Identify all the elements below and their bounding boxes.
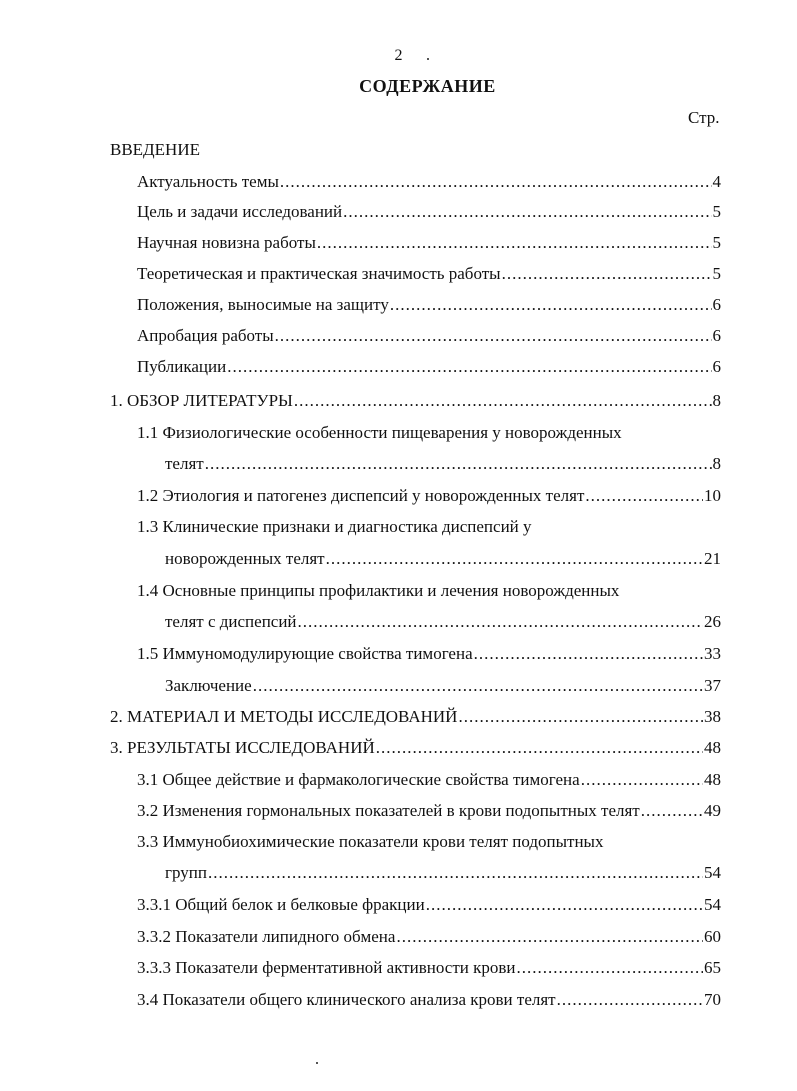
toc-entry-text: 3.4 Показатели общего клинического анализа крови телят [137,990,556,1009]
dot-leader [641,799,703,823]
toc-entry-page: 6 [712,295,721,314]
toc-entry-text: 1.1 Физиологические особенности пищеварения у новорожденных [137,423,622,442]
toc-entry [137,231,721,255]
toc-entry [137,484,721,508]
toc-entry-chapter-3 [110,736,721,760]
toc-entry [137,200,721,224]
toc-entry-page: 10 [704,486,721,505]
toc-entry [165,861,721,885]
toc-entry-text: 1.2 Этиология и патогенез диспепсий у новорожденных телят [137,486,585,505]
toc-entry-page: 60 [704,927,721,946]
toc-entry-chapter-1 [110,389,721,413]
toc-entry [165,452,721,476]
dot-leader [326,547,703,571]
toc-entry-page: 37 [704,676,721,695]
toc-entry-page: 8 [712,454,721,473]
page-number: 2 [394,47,403,64]
toc-entry [137,830,603,854]
toc-entry-introduction [110,138,200,162]
dot-leader [275,324,712,348]
dot-leader [581,768,703,792]
dot-leader [280,170,712,194]
dot-leader [343,200,711,224]
dot-leader [517,956,703,980]
toc-entry-text: Цель и задачи исследований [137,202,343,221]
toc-entry-page: 5 [712,264,721,283]
toc-entry [137,515,532,539]
toc-entry-text: 3.2 Изменения гормональных показателей в крови подопытных телят [137,801,640,820]
toc-entry [165,674,721,698]
toc-entry [137,355,721,379]
toc-entry [137,579,619,603]
toc-entry-text: Теоретическая и практическая значимость работы [137,264,501,283]
toc-entry-page: 54 [704,863,721,882]
dot-leader [253,674,703,698]
page-column-label: Стр. [688,108,720,127]
toc-entry-text: 1.4 Основные принципы профилактики и лечения новорожденных [137,581,620,600]
toc-entry [137,925,721,949]
toc-entry-text: Апробация работы [137,326,274,345]
dot-leader [458,705,703,729]
toc-entry-page: 21 [704,549,721,568]
dot-leader [317,231,712,255]
toc-entry-page: 5 [712,233,721,252]
toc-entry-page: 48 [704,738,721,757]
toc-entry-page: 65 [704,958,721,977]
toc-entry-page: 8 [712,391,721,410]
dot-leader [426,893,703,917]
dot-leader [294,389,712,413]
toc-entry-text: 1.3 Клинические признаки и диагностика диспепсий у [137,517,532,536]
dot-leader [390,293,712,317]
toc-entry [137,893,721,917]
toc-entry-chapter-2 [110,705,721,729]
toc-entry [137,956,721,980]
toc-entry-text: телят [165,454,204,473]
toc-entry-text: групп [165,863,207,882]
toc-entry-text: 3.3.2 Показатели липидного обмена [137,927,396,946]
toc-entry [165,610,721,634]
toc-entry-text: 1. ОБЗОР ЛИТЕРАТУРЫ [110,391,293,410]
toc-entry [137,988,721,1012]
toc-entry-text: 3. РЕЗУЛЬТАТЫ ИССЛЕДОВАНИЙ [110,738,375,757]
page-title: СОДЕРЖАНИЕ [359,76,496,96]
toc-entry-page: 38 [704,707,721,726]
toc-entry-text: Заключение [165,676,252,695]
toc-entry-text: 3.3 Иммунобиохимические показатели крови телят подопытных [137,832,604,851]
toc-entry [137,768,721,792]
dot-leader [298,610,703,634]
dot-leader [557,988,703,1012]
toc-entry-page: 5 [712,202,721,221]
dot-leader [227,355,711,379]
dot-leader [585,484,703,508]
toc-entry-page: 70 [704,990,721,1009]
toc-entry [165,547,721,571]
toc-entry [137,170,721,194]
toc-entry-page: 33 [704,644,721,663]
dot-leader [502,262,712,286]
dot-leader [205,452,712,476]
toc-entry-text: 2. МАТЕРИАЛ И МЕТОДЫ ИССЛЕДОВАНИЙ [110,707,458,726]
toc-entry-page: 49 [704,801,721,820]
toc-entry-text: 1.5 Иммуномодулирующие свойства тимогена [137,644,473,663]
toc-entry-page: 54 [704,895,721,914]
dot-leader [474,642,703,666]
toc-entry-page: 6 [712,326,721,345]
toc-entry-text: 3.1 Общее действие и фармакологические свойства тимогена [137,770,580,789]
toc-entry [137,293,721,317]
dot-leader [376,736,703,760]
toc-entry-text: 3.3.1 Общий белок и белковые фракции [137,895,425,914]
toc-entry-text: Актуальность темы [137,172,279,191]
toc-entry-text: Публикации [137,357,227,376]
scan-speck [316,1062,318,1064]
toc-entry-page: 4 [712,172,721,191]
toc-entry [137,642,721,666]
toc-entry-page: 6 [712,357,721,376]
dot-leader [396,925,703,949]
toc-entry-page: 48 [704,770,721,789]
toc-entry [137,421,622,445]
toc-entry-page: 26 [704,612,721,631]
scan-speck [427,58,429,60]
toc-entry [137,799,721,823]
toc-entry [137,324,721,348]
toc-entry-text: телят с диспепсий [165,612,297,631]
toc-entry-text: Научная новизна работы [137,233,316,252]
toc-entry-text: новорожденных телят [165,549,325,568]
toc-entry [137,262,721,286]
toc-entry-text: ВВЕДЕНИЕ [110,140,200,159]
toc-entry-text: Положения, выносимые на защиту [137,295,389,314]
dot-leader [208,861,703,885]
toc-entry-text: 3.3.3 Показатели ферментативной активности крови [137,958,516,977]
